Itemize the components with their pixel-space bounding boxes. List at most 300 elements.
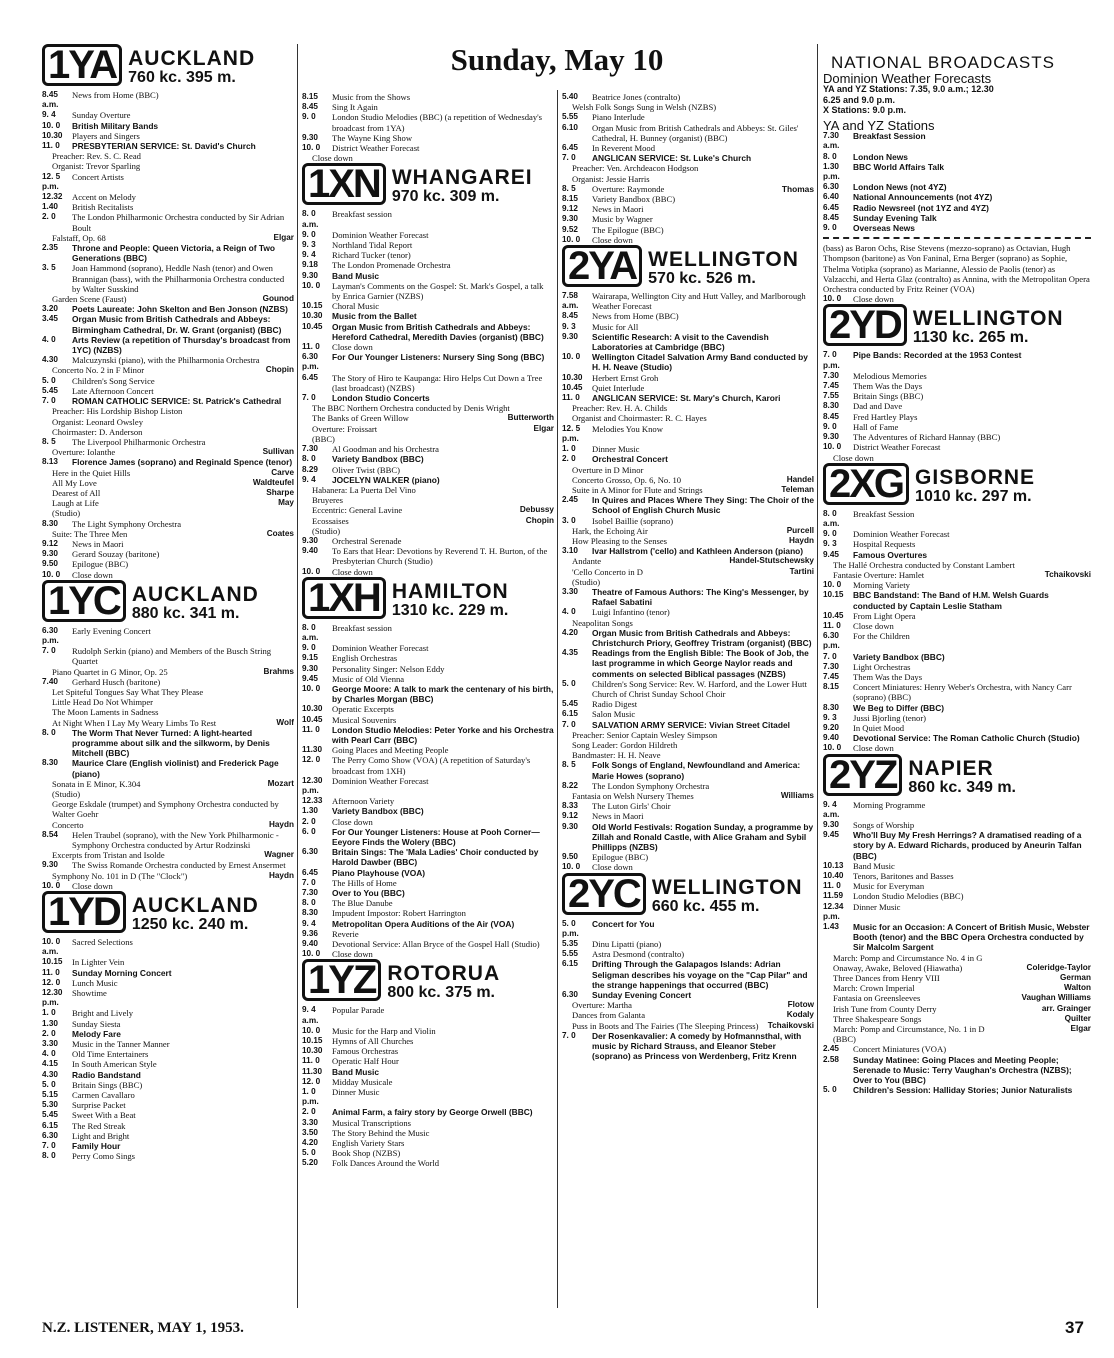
programme-time: 10.45 bbox=[302, 714, 323, 724]
programme-detail bbox=[562, 1010, 814, 1020]
programme-title: Astra Desmond (contralto) bbox=[592, 949, 685, 960]
programme-entry bbox=[302, 755, 554, 775]
composer: Coleridge-Taylor bbox=[1026, 962, 1091, 972]
programme-entry bbox=[302, 888, 554, 898]
programme-time: 2.35 bbox=[42, 243, 58, 253]
programme-time: 7.30 bbox=[823, 370, 839, 380]
programme-entry bbox=[302, 898, 554, 908]
programme-title: Popular Parade bbox=[332, 1005, 385, 1016]
programme-entry bbox=[302, 1036, 554, 1046]
station-name: WELLINGTON bbox=[648, 248, 799, 272]
programme-time: 8. 0 a.m. bbox=[823, 508, 840, 528]
programme-title: Gerhard Husch (baritone) bbox=[72, 676, 161, 687]
programme-title: Close down bbox=[853, 294, 894, 305]
programme-title: Dominion Weather Forecast bbox=[332, 643, 429, 654]
programme-detail bbox=[302, 424, 554, 434]
programme-entry bbox=[42, 396, 294, 406]
programme-entry bbox=[562, 194, 814, 204]
programme-time: 1. 0 p.m. bbox=[302, 1087, 319, 1107]
station-callsign: 1YA bbox=[42, 44, 122, 86]
national-broadcasts-title: NATIONAL BROADCASTS bbox=[831, 53, 1055, 72]
programme-time: 9. 4 a.m. bbox=[302, 1005, 319, 1025]
programme-detail bbox=[42, 488, 294, 498]
programme-entry bbox=[302, 240, 554, 250]
programme-title: Musical Transcriptions bbox=[332, 1117, 412, 1128]
programme-detail bbox=[42, 468, 294, 478]
programme-title: Variety Bandbox (BBC) bbox=[592, 194, 676, 205]
programme-time: 10.30 bbox=[302, 311, 323, 321]
programme-time: 3.30 bbox=[302, 1117, 318, 1127]
programme-title: News from Home (BBC) bbox=[592, 311, 679, 322]
programme-entry bbox=[562, 959, 814, 990]
composer: Teleman bbox=[781, 484, 814, 494]
programme-detail bbox=[823, 1024, 1091, 1034]
composer: Tchaikovski bbox=[1044, 569, 1091, 579]
programme-entry bbox=[302, 796, 554, 806]
programme-time: 9.45 bbox=[823, 549, 839, 559]
programme-time: 5.45 bbox=[562, 699, 578, 709]
programme-title: Throne and People: Queen Victoria, a Reign of Two Generations (BBC) bbox=[72, 243, 276, 264]
programme-title: News in Maori bbox=[592, 204, 644, 215]
programme-entry bbox=[42, 1049, 294, 1059]
programme-title: Britain Sings (BBC) bbox=[72, 1079, 143, 1090]
station-header bbox=[42, 578, 294, 623]
programme-time: 9.30 bbox=[562, 821, 578, 831]
programme-detail bbox=[562, 567, 814, 577]
programme-title: Children's Song Service: Rev. W. Harford, and the Lower Hutt Church of Christ Sunday School Choir bbox=[592, 678, 807, 699]
programme-detail: The Moon Laments in Sadness bbox=[52, 707, 159, 718]
composer: Waldteufel bbox=[252, 477, 294, 487]
programme-detail: Organist: Leonard Owsley bbox=[52, 416, 144, 427]
programme-title: The Liverpool Philharmonic Orchestra bbox=[72, 436, 206, 447]
programme-entry bbox=[302, 250, 554, 260]
programme-title: In Quiet Mood bbox=[853, 722, 905, 733]
programme-title: Lunch Music bbox=[72, 977, 118, 988]
programme-time: 9.12 bbox=[562, 811, 578, 821]
programme-time: 12.32 bbox=[42, 192, 63, 202]
programme-title: JOCELYN WALKER (piano) bbox=[332, 474, 440, 485]
programme-entry bbox=[823, 213, 1091, 223]
programme-time: 9.15 bbox=[302, 653, 318, 663]
programme-detail: Overture in D Minor bbox=[572, 464, 644, 475]
programme-time: 5. 0 bbox=[302, 1148, 316, 1158]
programme-entry bbox=[302, 664, 554, 674]
detail-title: Irish Tune from County Derry bbox=[833, 1003, 937, 1014]
programme-entry bbox=[562, 393, 814, 403]
programme-title: Children's Session: Halliday Stories; Junior Naturalists bbox=[853, 1085, 1073, 1096]
programme-time: 7. 0 bbox=[302, 877, 316, 887]
programme-time: 8. 0 bbox=[42, 1151, 56, 1161]
programme-title: Children's Song Service bbox=[72, 375, 155, 386]
programme-entry bbox=[302, 311, 554, 321]
programme-time: 9.30 bbox=[42, 860, 58, 870]
composer: Flotow bbox=[787, 1000, 814, 1010]
programme-title: George Moore: A talk to mark the centenary of his birth, by Charles Morgan (BBC) bbox=[332, 683, 554, 705]
programme-detail bbox=[823, 1014, 1091, 1024]
station-header bbox=[823, 303, 1091, 348]
programme-entry bbox=[562, 352, 814, 372]
programme-time: 10.45 bbox=[823, 610, 844, 620]
programme-detail: Preacher: Rev. S. C. Read bbox=[52, 151, 141, 162]
programme-detail bbox=[562, 536, 814, 546]
programme-time: 7. 0 bbox=[562, 1030, 576, 1040]
programme-entry bbox=[562, 822, 814, 853]
programme-title: Choral Music bbox=[332, 301, 380, 312]
programme-time: 4.30 bbox=[42, 1069, 58, 1079]
programme-title: ANGLICAN SERVICE: St. Mary's Church, Karori bbox=[592, 393, 781, 404]
programme-entry bbox=[562, 949, 814, 959]
programme-entry bbox=[823, 509, 1091, 529]
programme-title: In South American Style bbox=[72, 1059, 157, 1070]
programme-title: Morning Programme bbox=[853, 799, 926, 810]
programme-title: Reverie bbox=[332, 928, 359, 939]
programme-time: 11. 0 bbox=[823, 881, 841, 891]
programme-entry bbox=[823, 131, 1091, 151]
programme-time: 9. 3 bbox=[302, 240, 316, 250]
programme-time: 9.18 bbox=[302, 260, 318, 270]
station-info bbox=[132, 584, 259, 622]
programme-entry bbox=[823, 350, 1091, 370]
programme-entry bbox=[562, 939, 814, 949]
programme-title: Dad and Dave bbox=[853, 401, 903, 412]
composer: Butterworth bbox=[507, 413, 554, 423]
station-callsign: 2YA bbox=[562, 245, 642, 287]
programme-time: 2. 0 bbox=[302, 1107, 316, 1117]
programme-detail bbox=[302, 505, 554, 515]
programme-title: Midday Musicale bbox=[332, 1076, 393, 1087]
station-frequency: 800 kc. 375 m. bbox=[387, 984, 495, 1002]
programme-time: 2. 0 bbox=[42, 212, 56, 222]
programme-detail bbox=[42, 529, 294, 539]
programme-entry bbox=[562, 424, 814, 444]
programme-title: Band Music bbox=[853, 860, 895, 871]
programme-time: 3.50 bbox=[302, 1127, 318, 1137]
programme-entry bbox=[823, 529, 1091, 539]
programme-time: 7. 0 bbox=[42, 1141, 56, 1151]
programme-entry bbox=[42, 646, 294, 666]
programme-entry bbox=[302, 1026, 554, 1036]
programme-time: 8.30 bbox=[42, 758, 58, 768]
programme-time: 2. 0 bbox=[42, 1028, 56, 1038]
programme-title: Folk Songs of England, Newfoundland and America: Marie Howes (soprano) bbox=[592, 760, 801, 781]
programme-entry bbox=[302, 444, 554, 454]
station-name: WELLINGTON bbox=[651, 875, 803, 899]
composer: Williams bbox=[780, 791, 814, 800]
programme-time: 9.20 bbox=[823, 722, 839, 732]
programme-entry bbox=[562, 112, 814, 122]
programme-title: District Weather Forecast bbox=[853, 442, 941, 453]
programme-title: Overture: Raymonde bbox=[592, 183, 665, 194]
programme-title: Beatrice Jones (contralto) bbox=[592, 92, 681, 102]
programme-line bbox=[592, 184, 814, 194]
programme-title: Breakfast Session bbox=[853, 131, 926, 142]
programme-title: Sweet With a Beat bbox=[72, 1110, 136, 1121]
programme-title: Light and Bright bbox=[72, 1130, 130, 1141]
programme-entry bbox=[823, 733, 1091, 743]
programme-title: The Worm That Never Turned: A light-hearted programme about silk and the silkworm, by Denis Mitchell (BBC) bbox=[72, 727, 270, 759]
programme-time: 11. 0 bbox=[302, 342, 320, 352]
programme-title: In Reverent Mood bbox=[592, 143, 656, 154]
programme-entry bbox=[42, 1151, 294, 1161]
programme-time: 9. 3 bbox=[823, 539, 837, 549]
composer: Haydn bbox=[268, 870, 294, 880]
programme-entry bbox=[42, 937, 294, 957]
programme-entry bbox=[42, 1080, 294, 1090]
programme-entry bbox=[562, 495, 814, 515]
programme-time: 8.45 bbox=[562, 311, 578, 321]
programme-entry bbox=[823, 381, 1091, 391]
programme-entry bbox=[562, 225, 814, 235]
programme-detail: March: Pomp and Circumstance No. 4 in G bbox=[833, 952, 983, 963]
station-header bbox=[302, 575, 554, 620]
programme-time: 12. 0 bbox=[302, 1076, 321, 1086]
programme-time: 1.30 bbox=[42, 1018, 58, 1028]
programme-time: 3.20 bbox=[42, 304, 58, 314]
programme-entry bbox=[823, 539, 1091, 549]
programme-title: British Military Bands bbox=[72, 120, 159, 131]
programme-time: 4. 0 bbox=[42, 334, 56, 344]
programme-entry bbox=[42, 1008, 294, 1018]
programme-time: 1.30 bbox=[302, 806, 318, 816]
programme-time: 5. 0 bbox=[42, 1079, 56, 1089]
programme-entry bbox=[42, 131, 294, 141]
station-header bbox=[562, 871, 814, 916]
programme-detail: Preacher: Senior Captain Wesley Simpson bbox=[572, 729, 718, 740]
programme-entry bbox=[302, 939, 554, 949]
station-header bbox=[823, 461, 1091, 506]
programme-time: 8.45 bbox=[823, 212, 839, 222]
detail-title: Puss in Boots and The Fairies (The Sleeping Princess) bbox=[572, 1020, 759, 1031]
programme-title: The London Symphony Orchestra bbox=[592, 780, 710, 791]
programme-title: London Studio Melodies: Peter Yorke and his Orchestra with Pearl Carr (BBC) bbox=[332, 724, 554, 745]
programme-time: 3.45 bbox=[42, 314, 58, 324]
detail-title: Ecossaises bbox=[312, 515, 349, 526]
programme-title: The Blue Danube bbox=[332, 898, 393, 909]
programme-time: 5.20 bbox=[302, 1158, 318, 1168]
programme-entry bbox=[42, 539, 294, 549]
programme-time: 11. 0 bbox=[302, 1056, 320, 1066]
programme-detail bbox=[823, 973, 1091, 983]
programme-title: Showtime bbox=[72, 988, 107, 999]
programme-title: Music for the Harp and Violin bbox=[332, 1025, 436, 1036]
programme-title: Readings from the English Bible: The Book of Job, the last programme in which George Naylor reads and comments on selected Biblical passages (NZBS) bbox=[592, 648, 809, 679]
programme-time: 9.30 bbox=[562, 331, 578, 341]
programme-title: For Our Younger Listeners: House at Pooh Corner—Eeyore Finds the Wolery (BBC) bbox=[332, 826, 540, 847]
programme-time: 9.12 bbox=[562, 204, 578, 214]
programme-entry bbox=[42, 626, 294, 646]
programme-entry bbox=[302, 209, 554, 229]
programme-time: 8. 0 a.m. bbox=[302, 622, 319, 642]
detail-title: Sonata in E Minor, K.304 bbox=[52, 778, 141, 789]
programme-entry bbox=[42, 1059, 294, 1069]
programme-detail bbox=[823, 1004, 1091, 1014]
programme-title: Breakfast session bbox=[332, 622, 392, 633]
programme-detail bbox=[42, 478, 294, 488]
programme-time: 6.30 p.m. bbox=[302, 352, 319, 372]
programme-entry bbox=[302, 133, 554, 143]
programme-time: 6.15 bbox=[562, 709, 578, 719]
programme-time: 7.45 bbox=[823, 381, 839, 391]
programme-time: 6.45 bbox=[302, 372, 318, 382]
programme-title: Tenors, Baritones and Basses bbox=[853, 871, 954, 881]
programme-entry bbox=[42, 355, 294, 365]
programme-entry bbox=[42, 212, 294, 232]
programme-time: 4. 0 bbox=[562, 607, 576, 617]
station-info bbox=[128, 48, 255, 86]
programme-title: Sunday Overture bbox=[72, 110, 131, 121]
programme-entry bbox=[302, 745, 554, 755]
programme-title: Music from the Shows bbox=[332, 92, 411, 102]
programme-entry bbox=[823, 621, 1091, 631]
programme-time: 1.30 p.m. bbox=[823, 161, 840, 182]
programme-title: Scientific Research: A visit to the Cavendish Laboratories at Cambridge (BBC) bbox=[592, 331, 769, 353]
composer: May bbox=[278, 498, 294, 508]
station-name: GISBORNE bbox=[915, 465, 1036, 489]
programme-entry bbox=[302, 1046, 554, 1056]
programme-entry bbox=[42, 263, 294, 294]
programme-entry bbox=[562, 92, 814, 102]
programme-title: Joan Hammond (soprano), Heddle Nash (tenor) and Owen Brannigan (bass), with the Philharmonia Orchestra conducted by Walter Susskind bbox=[72, 263, 285, 294]
detail-title: Fantasia on Greensleeves bbox=[833, 993, 921, 1004]
programme-entry bbox=[302, 776, 554, 796]
programme-time: 12. 0 bbox=[302, 755, 321, 765]
programme-title: The Light Symphony Orchestra bbox=[72, 518, 182, 529]
station-callsign: 2YZ bbox=[823, 754, 902, 796]
detail-title: Overture: Froissart bbox=[312, 423, 378, 434]
programme-time: 3.10 bbox=[562, 546, 578, 556]
programme-entry bbox=[562, 811, 814, 821]
programme-time: 6.30 bbox=[562, 990, 578, 1000]
programme-time: 8. 0 bbox=[302, 454, 316, 464]
programme-time: 1. 0 bbox=[42, 1008, 56, 1018]
programme-detail: Preacher: Rev. H. A. Childs bbox=[572, 403, 668, 414]
programme-time: 9. 0 bbox=[823, 421, 837, 431]
programme-time: 12.30 p.m. bbox=[302, 775, 323, 795]
programme-title: PRESBYTERIAN SERVICE: St. David's Church bbox=[72, 141, 256, 152]
programme-entry bbox=[302, 465, 554, 475]
programme-time: 9. 4 bbox=[42, 110, 56, 120]
programme-title: Ivar Hallstrom ('cello) and Kathleen Anderson (piano) bbox=[592, 546, 804, 557]
programme-time: 9. 4 a.m. bbox=[823, 799, 840, 819]
detail-title: Onaway, Awake, Beloved (Hiawatha) bbox=[833, 962, 963, 973]
programme-time: 5.55 bbox=[562, 112, 578, 122]
programme-title: Quiet Interlude bbox=[592, 382, 645, 393]
detail-title: Eccentric: General Lavine bbox=[312, 505, 403, 516]
programme-title: London Studio Concerts bbox=[332, 393, 430, 404]
programme-title: Salon Music bbox=[592, 709, 636, 720]
programme-time: 7.30 bbox=[302, 888, 318, 898]
programme-entry bbox=[823, 162, 1091, 182]
programme-title: Music of Old Vienna bbox=[332, 673, 405, 684]
station-info bbox=[913, 308, 1064, 346]
programme-title: Dinu Lipatti (piano) bbox=[592, 939, 662, 950]
programme-time: 7. 0 bbox=[302, 393, 316, 403]
programme-time: 11.30 bbox=[302, 745, 323, 755]
programme-title: Piano Interlude bbox=[592, 112, 645, 123]
section-heading: YA and YZ Stations bbox=[823, 118, 935, 134]
programme-entry bbox=[302, 112, 554, 132]
programme-detail bbox=[42, 871, 294, 881]
programme-entry bbox=[42, 1110, 294, 1120]
programme-title: Radio Bandstand bbox=[72, 1069, 141, 1080]
programme-detail: The BBC Northern Orchestra conducted by Denis Wright bbox=[312, 403, 510, 414]
programme-entry bbox=[302, 908, 554, 918]
programme-time: 10.30 bbox=[42, 130, 63, 140]
programme-entry bbox=[42, 677, 294, 687]
programme-detail: (Studio) bbox=[52, 508, 81, 519]
programme-time: 10. 0 bbox=[562, 862, 581, 872]
programme-entry bbox=[302, 674, 554, 684]
programme-title: News in Maori bbox=[592, 811, 644, 822]
programme-title: Malcuzynski (piano), with the Philharmonia Orchestra bbox=[72, 355, 260, 366]
programme-time: 6.10 bbox=[562, 122, 578, 132]
programme-title: Overseas News bbox=[853, 223, 915, 234]
programme-entry bbox=[42, 141, 294, 151]
programme-title: Orchestral Serenade bbox=[332, 535, 402, 546]
programme-entry bbox=[302, 1148, 554, 1158]
programme-time: 9.40 bbox=[302, 939, 318, 949]
programme-detail bbox=[42, 779, 294, 789]
programme-detail bbox=[302, 413, 554, 423]
programme-time: 10. 0 bbox=[823, 743, 842, 753]
programme-entry bbox=[823, 922, 1091, 953]
column-3 bbox=[562, 92, 814, 1061]
programme-time: 2.58 bbox=[823, 1054, 839, 1064]
programme-title: Going Places and Meeting People bbox=[332, 745, 449, 756]
programme-time: 3.30 bbox=[42, 1039, 58, 1049]
composer: Quilter bbox=[1064, 1013, 1091, 1023]
composer: Kodaly bbox=[786, 1010, 814, 1020]
programme-title: Band Music bbox=[332, 270, 379, 281]
programme-title: Close down bbox=[72, 569, 113, 580]
programme-entry bbox=[302, 847, 554, 867]
programme-time: 8.54 bbox=[42, 829, 58, 839]
programme-detail: The Hallé Orchestra conducted by Constant Lambert bbox=[833, 559, 1015, 570]
programme-entry bbox=[42, 830, 294, 850]
composer: arr. Grainger bbox=[1041, 1003, 1091, 1013]
programme-entry bbox=[562, 1031, 814, 1062]
programme-detail bbox=[562, 475, 814, 485]
programme-title: Players and Singers bbox=[72, 130, 140, 141]
programme-title: Melody Fare bbox=[72, 1028, 121, 1039]
programme-entry bbox=[302, 1118, 554, 1128]
composer: Tartini bbox=[789, 566, 814, 576]
programme-entry bbox=[562, 720, 814, 730]
programme-entry bbox=[302, 373, 554, 393]
programme-entry bbox=[562, 454, 814, 464]
detail-title: Andante bbox=[572, 556, 602, 567]
programme-time: 7.30 bbox=[302, 444, 318, 454]
programme-entry bbox=[302, 342, 554, 352]
programme-title: We Beg to Differ (BBC) bbox=[853, 702, 945, 713]
programme-entry bbox=[42, 386, 294, 396]
station-name: AUCKLAND bbox=[128, 47, 256, 70]
programme-entry bbox=[42, 1141, 294, 1151]
programme-entry bbox=[562, 184, 814, 194]
column-divider bbox=[557, 90, 558, 1308]
detail-title: Three Shakespeare Songs bbox=[833, 1013, 922, 1024]
programme-time: 8.13 bbox=[42, 457, 58, 467]
programme-title: Epilogue (BBC) bbox=[592, 852, 649, 863]
programme-time: 5. 0 bbox=[42, 375, 56, 385]
programme-title: The London Promenade Orchestra bbox=[332, 260, 451, 271]
programme-title: Concert Artists bbox=[72, 171, 124, 182]
programme-entry bbox=[823, 713, 1091, 723]
programme-time: 10. 0 bbox=[42, 880, 61, 890]
station-frequency: 880 kc. 341 m. bbox=[131, 604, 240, 622]
programme-entry bbox=[302, 475, 554, 485]
programme-time: 9.30 bbox=[42, 549, 58, 559]
